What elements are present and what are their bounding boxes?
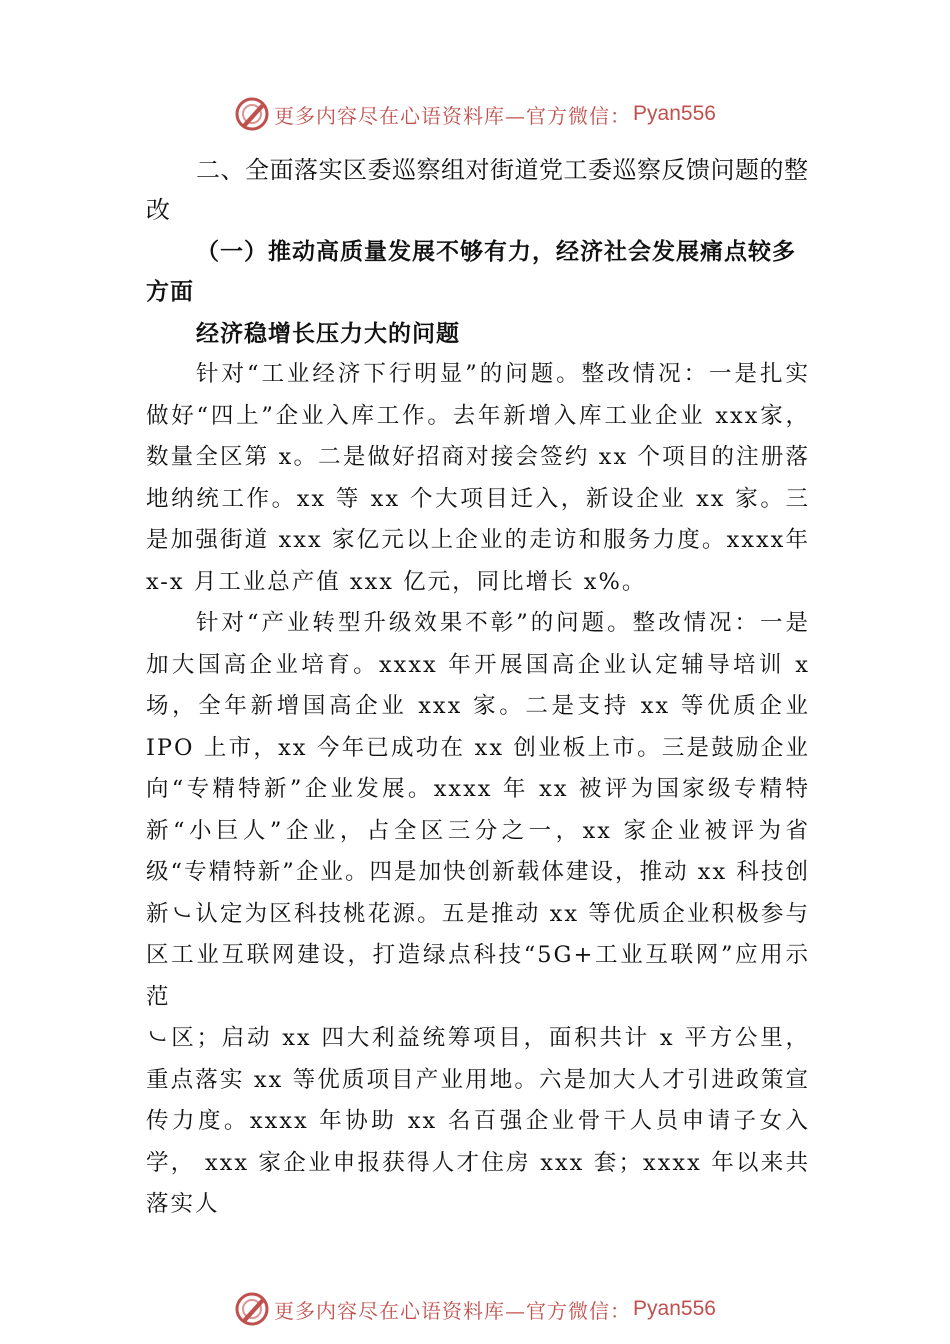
section-title: 二、全面落实区委巡察组对街道党工委巡察反馈问题的整改 bbox=[146, 156, 809, 224]
document-body bbox=[146, 150, 810, 1226]
pen-logo-icon bbox=[234, 1291, 270, 1327]
topic-title: 经济稳增长压力大的问题 bbox=[196, 321, 460, 347]
watermark-wechat-id: Pyan556 bbox=[633, 1297, 716, 1320]
paragraph-industrial-economy: 针对“工业经济下行明显”的问题。整改情况：一是扎实做好“四上”企业入库工作。去年新增入库工业企业 xxx家，数量全区第 x。二是做好招商对接会签约 xx 个项目的注册落地纳统工作。xx 等 xx 个大项目迁入，新设企业 xx 家。三是加强街道 xxx 家亿元以上企业的走访和服务力度。xxxx年 x-x 月工业总产值 xxx 亿元，同比增长 x%。 bbox=[146, 361, 810, 595]
watermark-text: 更多内容尽在心语资料库—官方微信： bbox=[274, 1298, 632, 1323]
subsection-title: （一）推动高质量发展不够有力，经济社会发展痛点较多方面 bbox=[146, 239, 796, 305]
watermark-wechat-id: Pyan556 bbox=[633, 102, 716, 125]
watermark-banner-top bbox=[0, 92, 950, 136]
paragraph-continuation: ㇃区；启动 xx 四大利益统筹项目，面积共计 x 平方公里，重点落实 xx 等优质项目产业用地。六是加大人才引进政策宣传力度。xxxx 年协助 xx 名百强企业骨干人员申请子女入学， xxx 家企业申报获得人才住房 xxx 套；xxxx 年以来共落实人 bbox=[146, 1025, 810, 1217]
watermark-banner-bottom bbox=[0, 1287, 950, 1331]
paragraph-industry-upgrade: 针对“产业转型升级效果不彰”的问题。整改情况：一是加大国高企业培育。xxxx 年开展国高企业认定辅导培训 x场，全年新增国高企业 xxx 家。二是支持 xx 等优质企业IPO 上市，xx 今年已成功在 xx 创业板上市。三是鼓励企业向“专精特新”企业发展。xxxx 年 xx 被评为国家级专精特新“小巨人”企业，占全区三分之一，xx 家企业被评为省级“专精特新”企业。四是加快创新载体建设，推动 xx 科技创新㇃认定为区科技桃花源。五是推动 xx 等优质企业积极参与区工业互联网建设，打造绿点科技“5G+工业互联网”应用示范 bbox=[146, 610, 810, 1010]
watermark-text: 更多内容尽在心语资料库—官方微信： bbox=[274, 103, 632, 128]
pen-logo-icon bbox=[234, 96, 270, 132]
